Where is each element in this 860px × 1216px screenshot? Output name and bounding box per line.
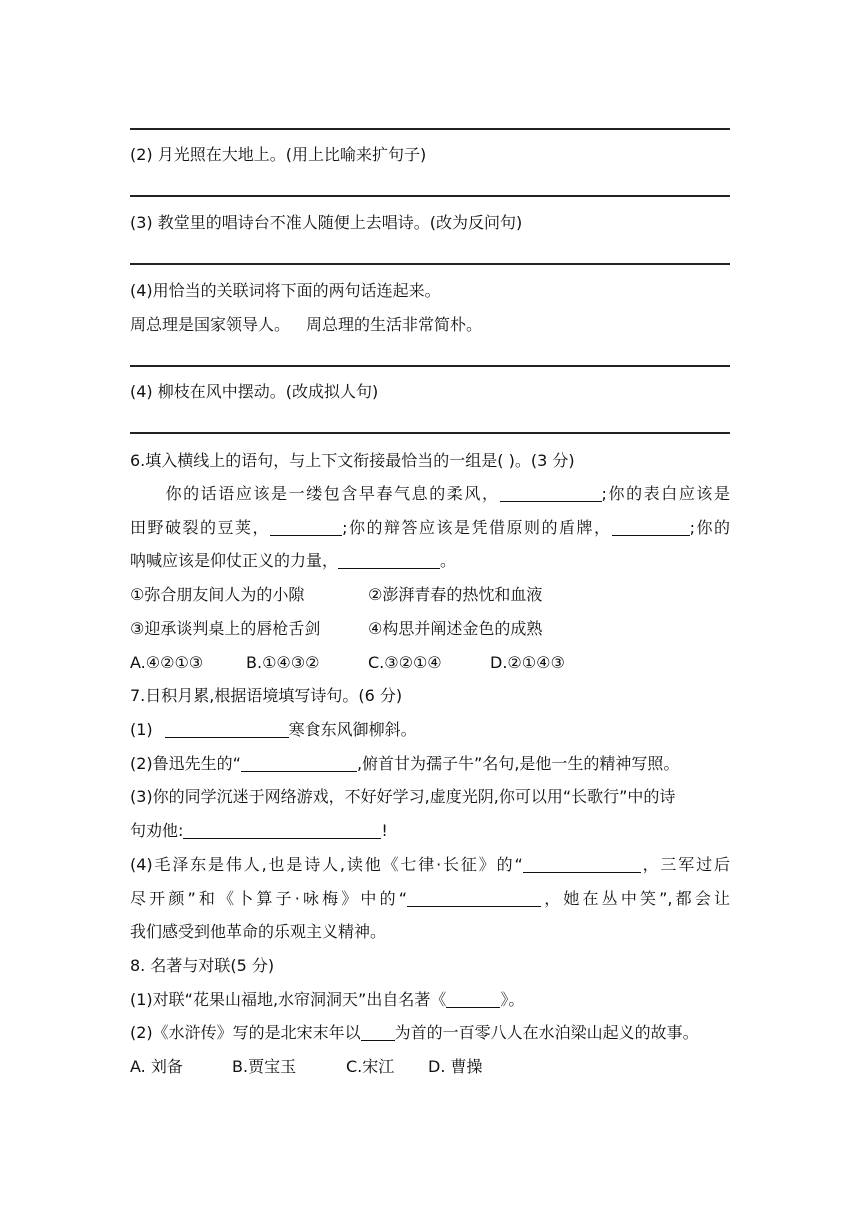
q6-choice-c[interactable]: C.③②①④ — [368, 653, 442, 672]
q5-item-4-prompt: (4)用恰当的关联词将下面的两句话连起来。 — [130, 281, 441, 300]
q7-item-4-line-2: 尽开颜”和《卜算子·咏梅》中的“ ，她在丛中笑”,都会让 — [130, 889, 730, 908]
sentence-2: 周总理的生活非常简朴。 — [306, 315, 483, 334]
fill-blank[interactable] — [361, 1022, 395, 1041]
q6-choice-d[interactable]: D.②①④③ — [490, 653, 565, 672]
q6-title: 6.填入横线上的语句，与上下文衔接最恰当的一组是( )。(3 分) — [130, 451, 575, 470]
answer-line — [130, 195, 730, 197]
answer-line — [130, 128, 730, 130]
answer-line — [130, 365, 730, 367]
q8-title: 8. 名著与对联(5 分) — [130, 956, 275, 975]
fill-blank[interactable] — [612, 517, 690, 536]
q8-choice-a[interactable]: A. 刘备 — [130, 1057, 183, 1076]
q7-item-4-line-1: (4)毛泽东是伟人,也是诗人,读他《七律·长征》的“ ，三军过后 — [130, 855, 730, 874]
fill-blank[interactable] — [165, 719, 289, 738]
answer-line — [130, 263, 730, 265]
q8-choice-b[interactable]: B.贾宝玉 — [232, 1057, 297, 1076]
q7-item-3-line-2: 句劝他: ! — [130, 821, 388, 840]
q7-item-2: (2)鲁迅先生的“ ,俯首甘为孺子牛”名句,是他一生的精神写照。 — [130, 754, 680, 773]
q6-choice-a[interactable]: A.④②①③ — [130, 653, 204, 672]
q5-item-2: (2) 月光照在大地上。(用上比喻来扩句子) — [130, 145, 427, 164]
q6-option-2: ②澎湃青春的热忱和血液 — [368, 585, 543, 604]
q8-item-1: (1)对联“花果山福地,水帘洞洞天”出自名著《 》。 — [130, 990, 525, 1009]
q7-item-3-line-1: (3)你的同学沉迷于网络游戏，不好好学习,虚度光阴,你可以用“长歌行”中的诗 — [130, 787, 676, 806]
q6-passage-line-2: 田野破裂的豆荚， ;你的辩答应该是凭借原则的盾牌， ;你的 — [130, 518, 730, 537]
fill-blank[interactable] — [407, 888, 541, 907]
fill-blank[interactable] — [338, 550, 440, 569]
q5-item-4b: (4) 柳枝在风中摆动。(改成拟人句) — [130, 382, 379, 401]
q8-item-2: (2)《水浒传》写的是北宋末年以 为首的一百零八人在水泊梁山起义的故事。 — [130, 1023, 699, 1042]
fill-blank[interactable] — [446, 989, 500, 1008]
q5-item-4-sentences — [130, 314, 730, 336]
q6-option-4: ④构思并阐述金色的成熟 — [368, 619, 543, 638]
fill-blank[interactable] — [500, 483, 602, 502]
q5-item-3: (3) 教堂里的唱诗台不准人随便上去唱诗。(改为反问句) — [130, 213, 523, 232]
q8-choice-d[interactable]: D. 曹操 — [428, 1057, 483, 1076]
q6-passage-line-1: 你的话语应该是一缕包含早春气息的柔风， ;你的表白应该是 — [164, 484, 730, 503]
q6-option-1: ①弥合朋友间人为的小隙 — [130, 585, 305, 604]
q7-item-1: (1) 寒食东风御柳斜。 — [130, 720, 417, 739]
fill-blank[interactable] — [183, 820, 381, 839]
fill-blank[interactable] — [523, 854, 641, 873]
answer-line — [130, 432, 730, 434]
q6-option-3: ③迎承谈判桌上的唇枪舌剑 — [130, 619, 321, 638]
q6-passage-line-3: 呐喊应该是仰仗正义的力量， 。 — [130, 551, 457, 570]
q8-choice-c[interactable]: C.宋江 — [346, 1057, 395, 1076]
sentence-1: 周总理是国家领导人。 — [130, 315, 291, 334]
q7-item-4-line-3: 我们感受到他革命的乐观主义精神。 — [130, 922, 387, 941]
fill-blank[interactable] — [241, 753, 357, 772]
q6-choice-b[interactable]: B.①④③② — [246, 653, 320, 672]
q7-title: 7.日积月累,根据语境填写诗句。(6 分) — [130, 686, 403, 705]
fill-blank[interactable] — [270, 517, 342, 536]
